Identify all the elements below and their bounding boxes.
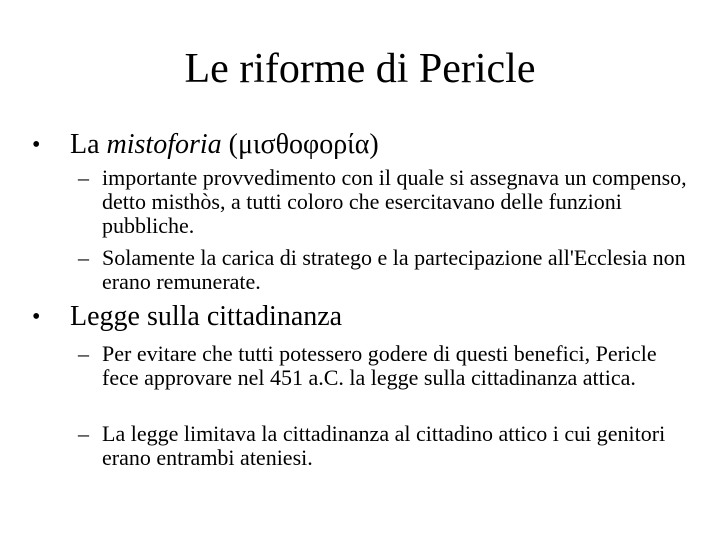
dash-marker: – — [78, 421, 89, 446]
bullet-italic-term: mistoforia — [106, 129, 222, 160]
bullet-cittadinanza — [32, 300, 342, 334]
dash-marker: – — [78, 341, 89, 366]
bullet-text: Legge sulla cittadinanza — [70, 301, 343, 332]
bullet-marker: • — [32, 132, 41, 158]
subitem-stratego — [78, 246, 698, 294]
subitem-text: Solamente la carica di stratego e la partecipazione all'Ecclesia non erano remunerate. — [102, 245, 686, 294]
dash-marker: – — [78, 245, 89, 270]
bullet-text — [70, 128, 379, 162]
subitem-genitori — [78, 422, 698, 470]
subitem-text: importante provvedimento con il quale si assegnava un compenso, detto misthòs, a tutti coloro che esercitavano delle funzioni pubbliche. — [102, 165, 687, 238]
bullet-prefix: La — [70, 129, 107, 160]
bullet-greek-term: (μισθοφορία) — [221, 129, 379, 160]
slide-title: Le riforme di Pericle — [184, 46, 536, 92]
dash-marker: – — [78, 165, 89, 190]
subitem-text: Per evitare che tutti potessero godere di questi benefici, Pericle fece approvare nel 451 a.C. la legge sulla cittadinanza attica. — [102, 341, 657, 390]
subitem-text: La legge limitava la cittadinanza al cittadino attico i cui genitori erano entrambi ateniesi. — [102, 421, 666, 470]
bullet-mistoforia — [32, 128, 379, 162]
subitem-legge-451 — [78, 342, 698, 390]
subitem-compenso — [78, 166, 698, 238]
bullet-marker: • — [32, 304, 41, 330]
